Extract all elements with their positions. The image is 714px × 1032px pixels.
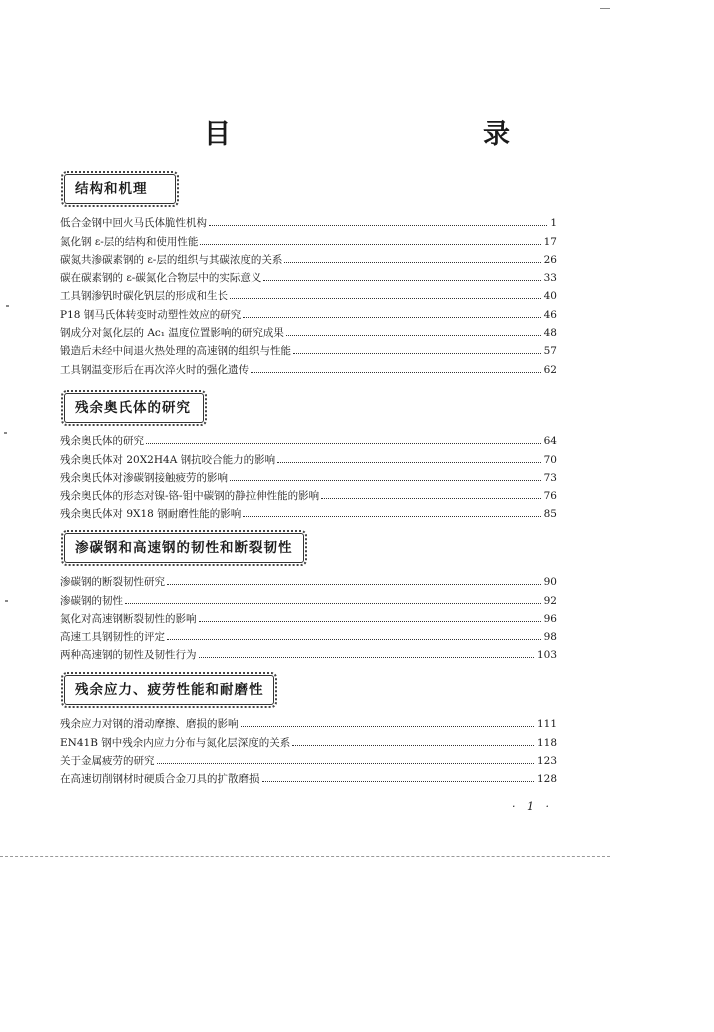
entry-page: 70 <box>543 453 557 466</box>
section-heading-label: 残余应力、疲劳性能和耐磨性 <box>75 682 264 698</box>
leader-dots <box>243 317 540 318</box>
entry-page: 48 <box>543 327 557 340</box>
leader-dots <box>230 480 541 481</box>
section-heading-retained-austenite <box>64 393 204 423</box>
toc-entry[interactable] <box>60 570 557 588</box>
entry-page: 92 <box>543 594 557 607</box>
entry-page: 33 <box>543 272 557 285</box>
entry-title: 渗碳钢的韧性 <box>60 594 123 607</box>
leader-dots <box>293 353 541 354</box>
section-heading-label: 渗碳钢和高速钢的韧性和断裂韧性 <box>75 540 293 556</box>
toc-entry[interactable] <box>60 749 557 767</box>
section-heading-toughness <box>64 533 304 563</box>
scan-speck <box>4 432 7 434</box>
section-heading-label: 残余奥氏体的研究 <box>75 400 191 416</box>
entry-page: 90 <box>543 576 557 589</box>
entry-title: 残余应力对钢的滑动摩擦、磨损的影响 <box>60 718 239 731</box>
toc-entry[interactable] <box>60 302 557 320</box>
entry-title: P18 钢马氏体转变时动塑性效应的研究 <box>60 308 242 321</box>
section-heading-structure <box>64 174 176 204</box>
entry-title: 碳在碳素钢的 ε-碳氮化合物层中的实际意义 <box>60 272 262 285</box>
page-title: 目 录 <box>204 119 576 150</box>
toc-entry[interactable] <box>60 321 557 339</box>
entry-page: 103 <box>536 649 557 662</box>
toc-entry[interactable] <box>60 357 557 375</box>
entry-title: 氮化对高速钢断裂韧性的影响 <box>60 612 197 625</box>
entry-page: 111 <box>536 718 557 731</box>
section-list-toughness <box>60 570 557 661</box>
entry-title: 钢成分对氮化层的 Ac₁ 温度位置影响的研究成果 <box>60 327 284 340</box>
entry-page: 26 <box>543 253 557 266</box>
entry-page: 96 <box>543 612 557 625</box>
entry-title: 碳氮共渗碳素钢的 ε-层的组织与其碳浓度的关系 <box>60 253 283 266</box>
entry-page: 46 <box>543 308 557 321</box>
entry-page: 64 <box>543 435 557 448</box>
leader-dots <box>209 225 547 226</box>
entry-title: 残余奥氏体对 9X18 钢耐磨性能的影响 <box>60 508 242 521</box>
leader-dots <box>146 443 541 444</box>
entry-page: 123 <box>536 754 557 767</box>
entry-page: 98 <box>543 631 557 644</box>
leader-dots <box>321 498 541 499</box>
leader-dots <box>167 584 541 585</box>
toc-entry[interactable] <box>60 447 557 465</box>
entry-title: 锻造后未经中间退火热处理的高速钢的组织与性能 <box>60 345 291 358</box>
leader-dots <box>125 603 541 604</box>
toc-entry[interactable] <box>60 339 557 357</box>
scan-speck <box>600 8 610 9</box>
leader-dots <box>199 657 534 658</box>
section-list-structure <box>60 211 557 376</box>
entry-title: 渗碳钢的断裂韧性研究 <box>60 576 165 589</box>
toc-entry[interactable] <box>60 484 557 502</box>
toc-entry[interactable] <box>60 502 557 520</box>
section-list-retained-austenite <box>60 429 557 520</box>
entry-title: 两种高速钢的韧性及韧性行为 <box>60 649 197 662</box>
leader-dots <box>167 639 541 640</box>
leader-dots <box>251 372 541 373</box>
leader-dots <box>243 516 540 517</box>
toc-entry[interactable] <box>60 643 557 661</box>
leader-dots <box>284 262 540 263</box>
entry-title: 关于金属疲劳的研究 <box>60 754 155 767</box>
entry-page: 17 <box>543 235 557 248</box>
leader-dots <box>200 244 540 245</box>
entry-page: 62 <box>543 363 557 376</box>
entry-title: 在高速切削钢材时硬质合金刀具的扩散磨损 <box>60 773 260 786</box>
entry-title: 残余奥氏体对 20X2H4A 钢抗咬合能力的影响 <box>60 453 276 466</box>
entry-page: 76 <box>543 490 557 503</box>
toc-entry[interactable] <box>60 229 557 247</box>
toc-entry[interactable] <box>60 429 557 447</box>
toc-entry[interactable] <box>60 625 557 643</box>
toc-entry[interactable] <box>60 712 557 730</box>
entry-page: 57 <box>543 345 557 358</box>
entry-page: 40 <box>543 290 557 303</box>
entry-page: 73 <box>543 471 557 484</box>
leader-dots <box>286 335 541 336</box>
toc-entry[interactable] <box>60 248 557 266</box>
entry-title: 氮化钢 ε-层的结构和使用性能 <box>60 235 199 248</box>
section-heading-label: 结构和机理 <box>75 181 148 197</box>
entry-title: 残余奥氏体的研究 <box>60 435 144 448</box>
page-number: · 1 · <box>512 800 553 813</box>
section-heading-residual-stress <box>64 675 274 705</box>
entry-title: 残余奥氏体的形态对镍-铬-钼中碳钢的静拉伸性能的影响 <box>60 490 320 503</box>
entry-title: 工具钢渗钒时碳化钒层的形成和生长 <box>60 290 228 303</box>
entry-title: 工具钢温变形后在再次淬火时的强化遗传 <box>60 363 249 376</box>
toc-entry[interactable] <box>60 607 557 625</box>
entry-page: 1 <box>550 217 557 230</box>
leader-dots <box>241 726 534 727</box>
entry-page: 128 <box>536 773 557 786</box>
scan-edge-line <box>0 856 610 857</box>
leader-dots <box>199 621 541 622</box>
leader-dots <box>262 781 534 782</box>
toc-entry[interactable] <box>60 266 557 284</box>
entry-page: 118 <box>536 736 557 749</box>
scan-speck <box>5 600 8 602</box>
toc-entry[interactable] <box>60 211 557 229</box>
leader-dots <box>263 280 540 281</box>
scan-speck <box>6 305 9 307</box>
toc-entry[interactable] <box>60 730 557 748</box>
entry-title: 高速工具钢韧性的评定 <box>60 631 165 644</box>
entry-page: 85 <box>543 508 557 521</box>
section-list-residual-stress <box>60 712 557 785</box>
leader-dots <box>292 745 534 746</box>
leader-dots <box>277 462 541 463</box>
entry-title: 低合金钢中回火马氏体脆性机构 <box>60 217 207 230</box>
toc-entry[interactable] <box>60 284 557 302</box>
entry-title: EN41B 钢中残余内应力分布与氮化层深度的关系 <box>60 736 291 749</box>
leader-dots <box>157 763 534 764</box>
toc-entry[interactable] <box>60 767 557 785</box>
toc-entry[interactable] <box>60 466 557 484</box>
entry-title: 残余奥氏体对渗碳钢接触疲劳的影响 <box>60 471 228 484</box>
toc-entry[interactable] <box>60 588 557 606</box>
leader-dots <box>230 298 541 299</box>
